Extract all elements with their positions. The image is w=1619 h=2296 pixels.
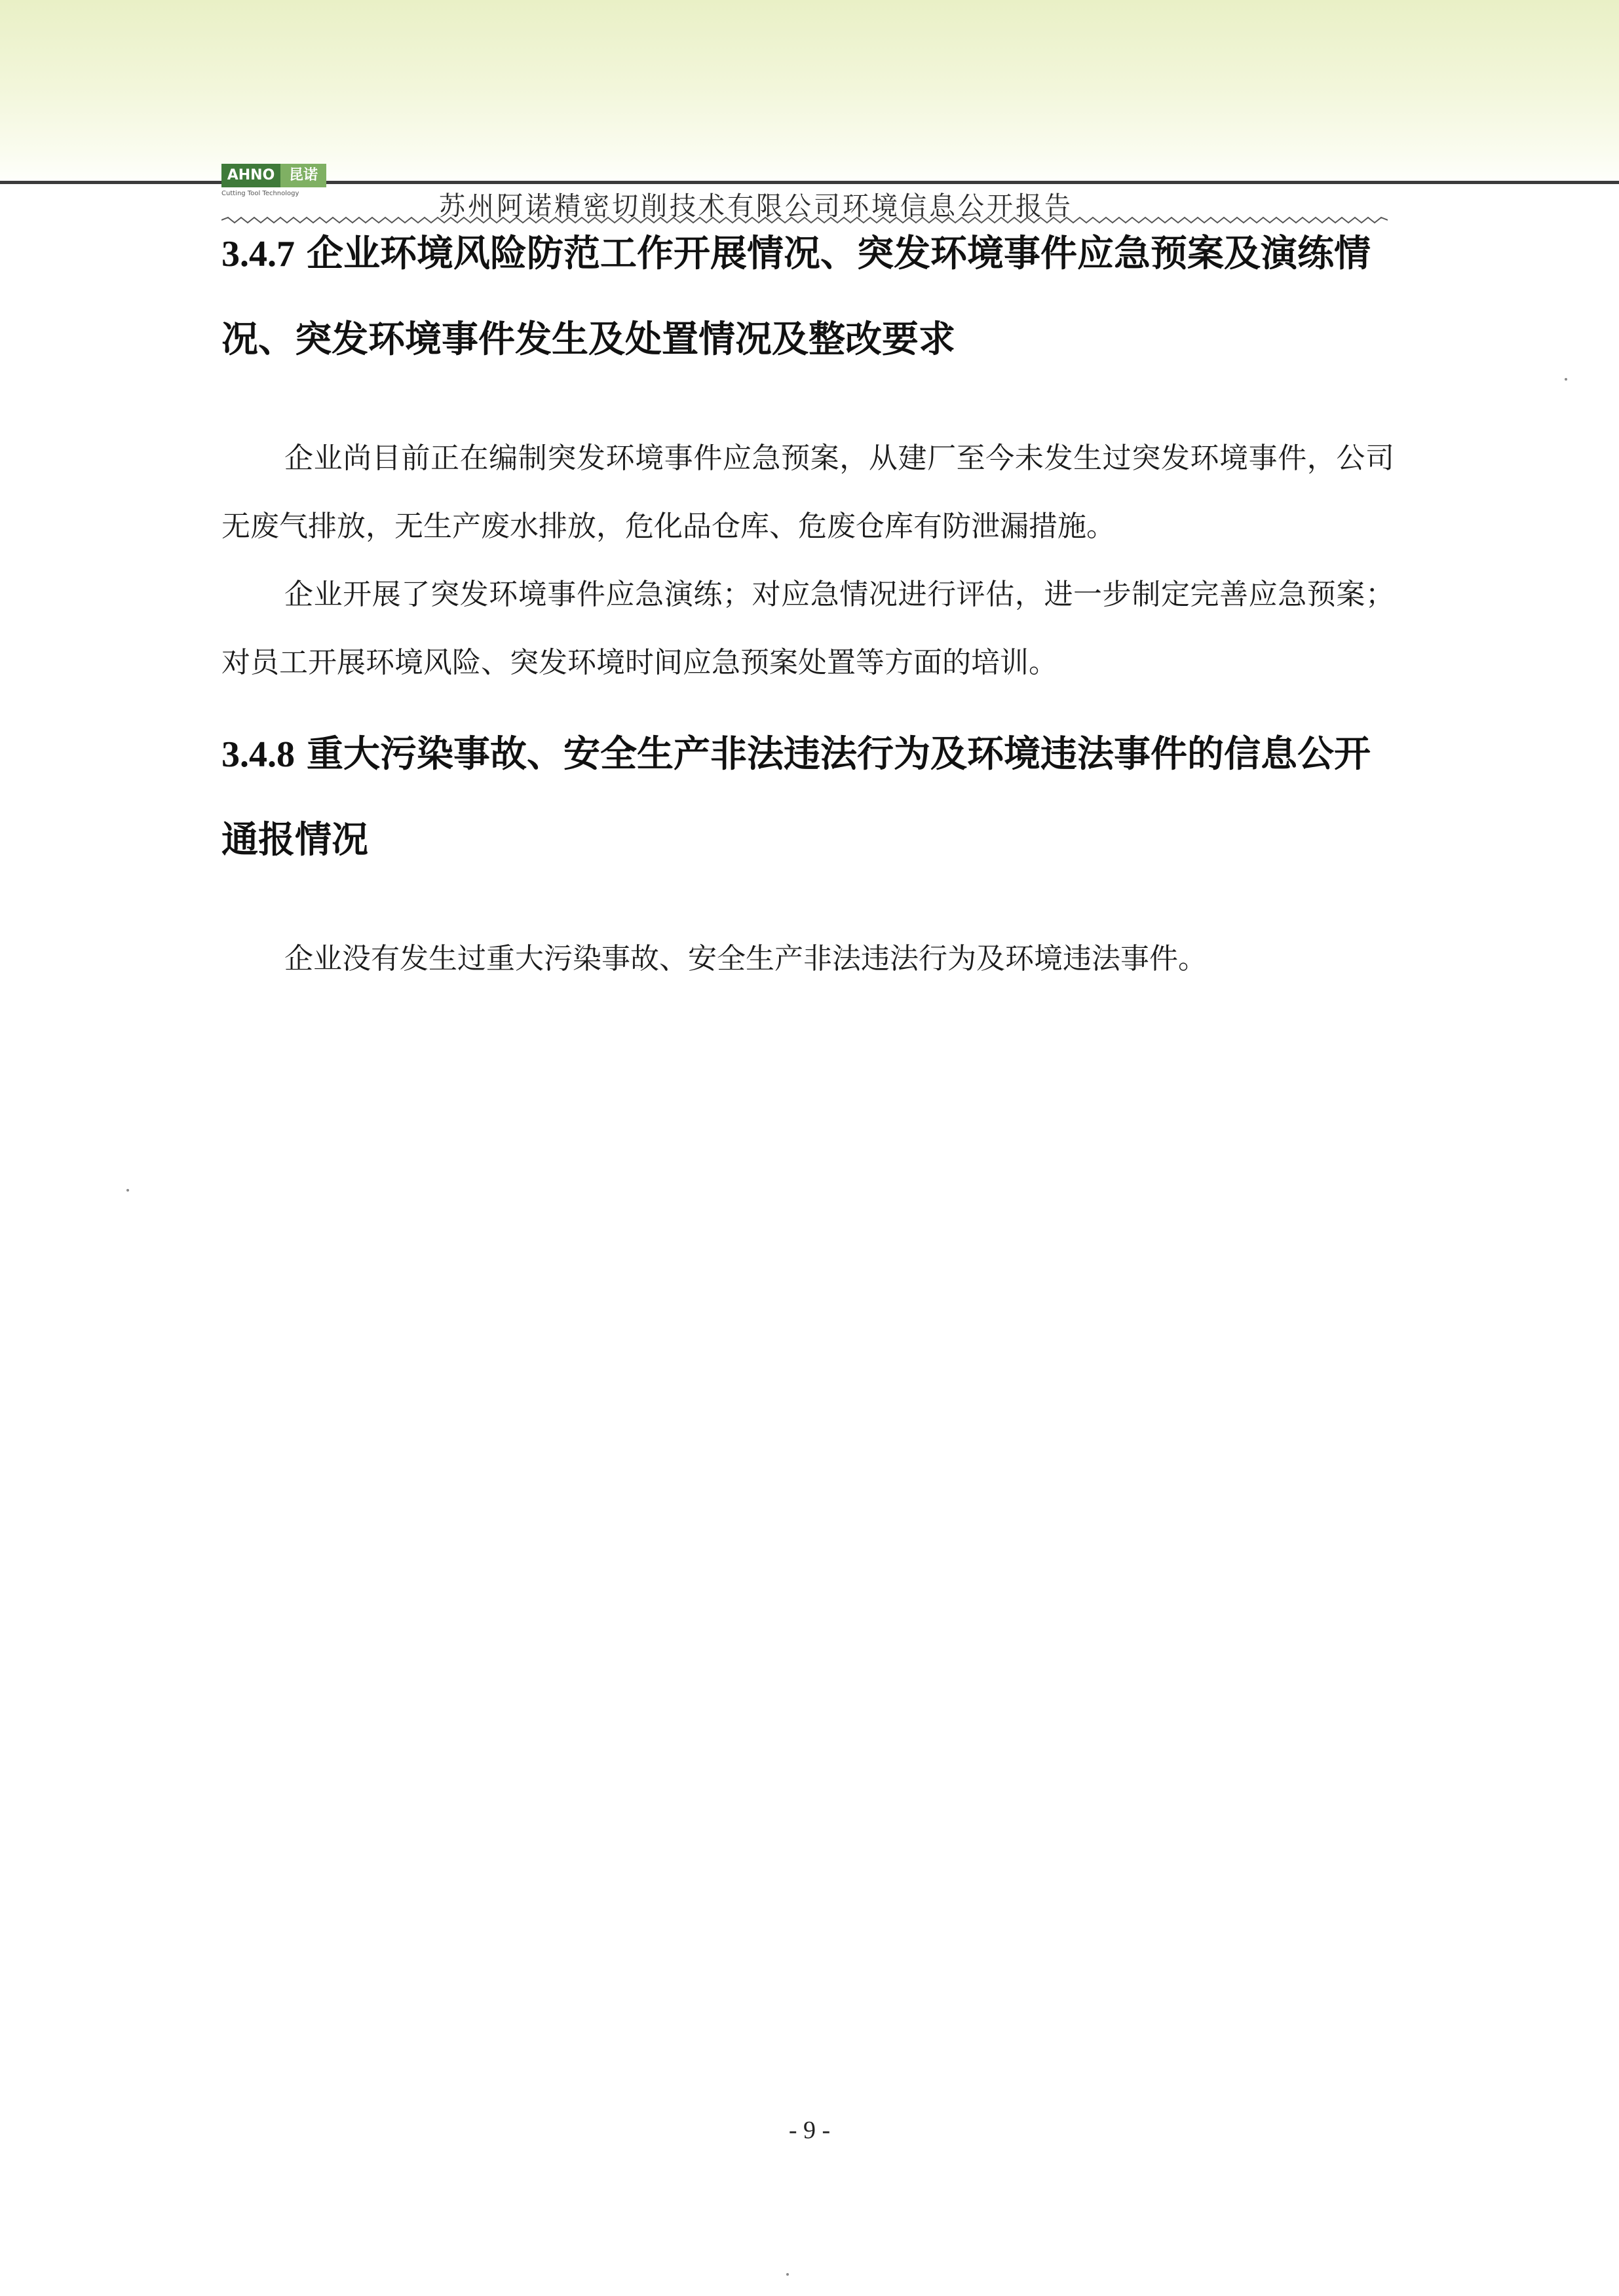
- section-paragraph: 企业尚目前正在编制突发环境事件应急预案，从建厂至今未发生过突发环境事件，公司无废气排放，无生产废水排放，危化品仓库、危废仓库有防泄漏措施。: [221, 442, 1394, 543]
- section-heading-3-4-8: [221, 711, 1394, 882]
- section-title: 企业环境风险防范工作开展情况、突发环境事件应急预案及演练情况、突发环境事件发生及处置情况及整改要求: [221, 232, 1371, 361]
- company-logo: [221, 164, 326, 204]
- header-band: [0, 0, 1619, 190]
- section-title: 重大污染事故、安全生产非法违法行为及环境违法事件的信息公开通报情况: [221, 732, 1371, 861]
- logo-tagline: Cutting Tool Technology: [221, 190, 299, 197]
- scan-speck: [1565, 378, 1567, 381]
- scan-speck: [786, 2273, 789, 2276]
- report-header-title: 苏州阿诺精密切削技术有限公司环境信息公开报告: [439, 191, 1073, 221]
- section-paragraph: 企业没有发生过重大污染事故、安全生产非法违法行为及环境违法事件。: [284, 942, 1207, 975]
- logo-mark: [221, 164, 326, 187]
- logo-en-text: AHNO: [221, 164, 280, 187]
- section-number: 3.4.8: [221, 734, 295, 775]
- section-heading-3-4-7: [221, 211, 1394, 382]
- logo-cn-text: 昆诺: [280, 164, 326, 187]
- section-paragraph: 企业开展了突发环境事件应急演练；对应急情况进行评估，进一步制定完善应急预案；对员工开展环境风险、突发环境时间应急预案处置等方面的培训。: [221, 578, 1394, 679]
- scan-speck: [126, 1189, 129, 1192]
- page-number: - 9 -: [788, 2117, 831, 2144]
- section-number: 3.4.7: [221, 234, 295, 274]
